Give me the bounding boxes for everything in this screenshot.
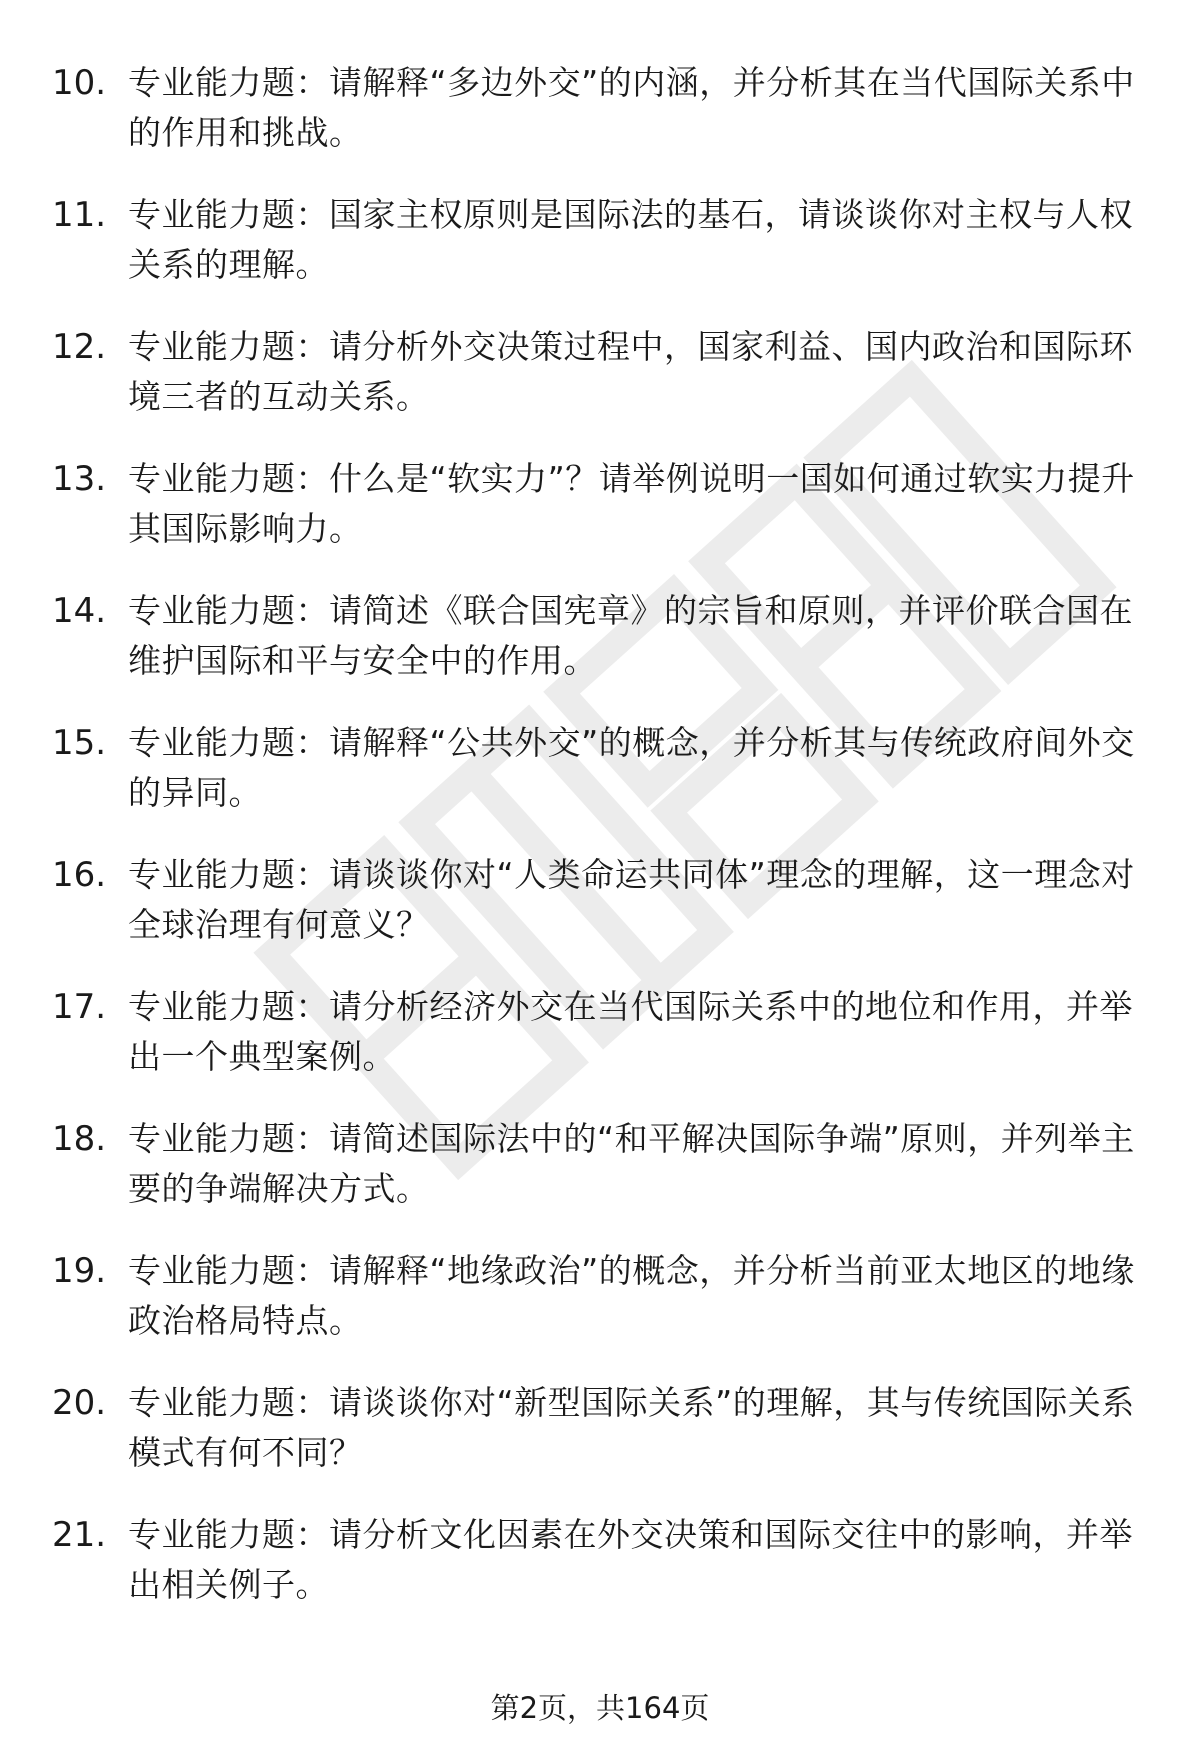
question-number: 17. (52, 987, 107, 1027)
question-number: 13. (52, 459, 107, 499)
question-number: 19. (52, 1251, 107, 1291)
question-item (0, 1108, 1200, 1240)
question-text: 专业能力题：请简述国际法中的“和平解决国际争端”原则，并列举主要的争端解决方式。 (128, 1119, 1135, 1208)
question-item (0, 52, 1200, 184)
question-item (0, 316, 1200, 448)
question-number: 18. (52, 1119, 107, 1159)
question-item (0, 1372, 1200, 1504)
question-number: 12. (52, 327, 107, 367)
question-text: 专业能力题：请解释“公共外交”的概念，并分析其与传统政府间外交的异同。 (128, 723, 1135, 812)
question-text: 专业能力题：请解释“多边外交”的内涵，并分析其在当代国际关系中的作用和挑战。 (128, 63, 1135, 152)
question-number: 10. (52, 63, 107, 103)
question-item (0, 448, 1200, 580)
question-text: 专业能力题：请谈谈你对“人类命运共同体”理念的理解，这一理念对全球治理有何意义？ (128, 855, 1135, 944)
question-item (0, 1504, 1200, 1636)
question-text: 专业能力题：国家主权原则是国际法的基石，请谈谈你对主权与人权关系的理解。 (128, 195, 1133, 284)
question-text: 专业能力题：什么是“软实力”？请举例说明一国如何通过软实力提升其国际影响力。 (128, 459, 1135, 548)
question-number: 16. (52, 855, 107, 895)
question-item (0, 184, 1200, 316)
question-text: 专业能力题：请简述《联合国宪章》的宗旨和原则，并评价联合国在维护国际和平与安全中的作用。 (128, 591, 1133, 680)
question-item (0, 580, 1200, 712)
question-number: 20. (52, 1383, 107, 1423)
question-item (0, 712, 1200, 844)
question-number: 15. (52, 723, 107, 763)
question-text: 专业能力题：请分析文化因素在外交决策和国际交往中的影响，并举出相关例子。 (128, 1515, 1133, 1604)
question-text: 专业能力题：请谈谈你对“新型国际关系”的理解，其与传统国际关系模式有何不同？ (128, 1383, 1135, 1472)
question-number: 11. (52, 195, 107, 235)
question-item (0, 1240, 1200, 1372)
question-text: 专业能力题：请解释“地缘政治”的概念，并分析当前亚太地区的地缘政治格局特点。 (128, 1251, 1135, 1340)
question-text: 专业能力题：请分析经济外交在当代国际关系中的地位和作用，并举出一个典型案例。 (128, 987, 1133, 1076)
question-list (0, 52, 1200, 1636)
question-number: 14. (52, 591, 107, 631)
question-text: 专业能力题：请分析外交决策过程中，国家利益、国内政治和国际环境三者的互动关系。 (128, 327, 1133, 416)
question-item (0, 976, 1200, 1108)
page-footer: 第2页，共164页 (490, 1691, 710, 1725)
question-number: 21. (52, 1515, 107, 1555)
question-item (0, 844, 1200, 976)
